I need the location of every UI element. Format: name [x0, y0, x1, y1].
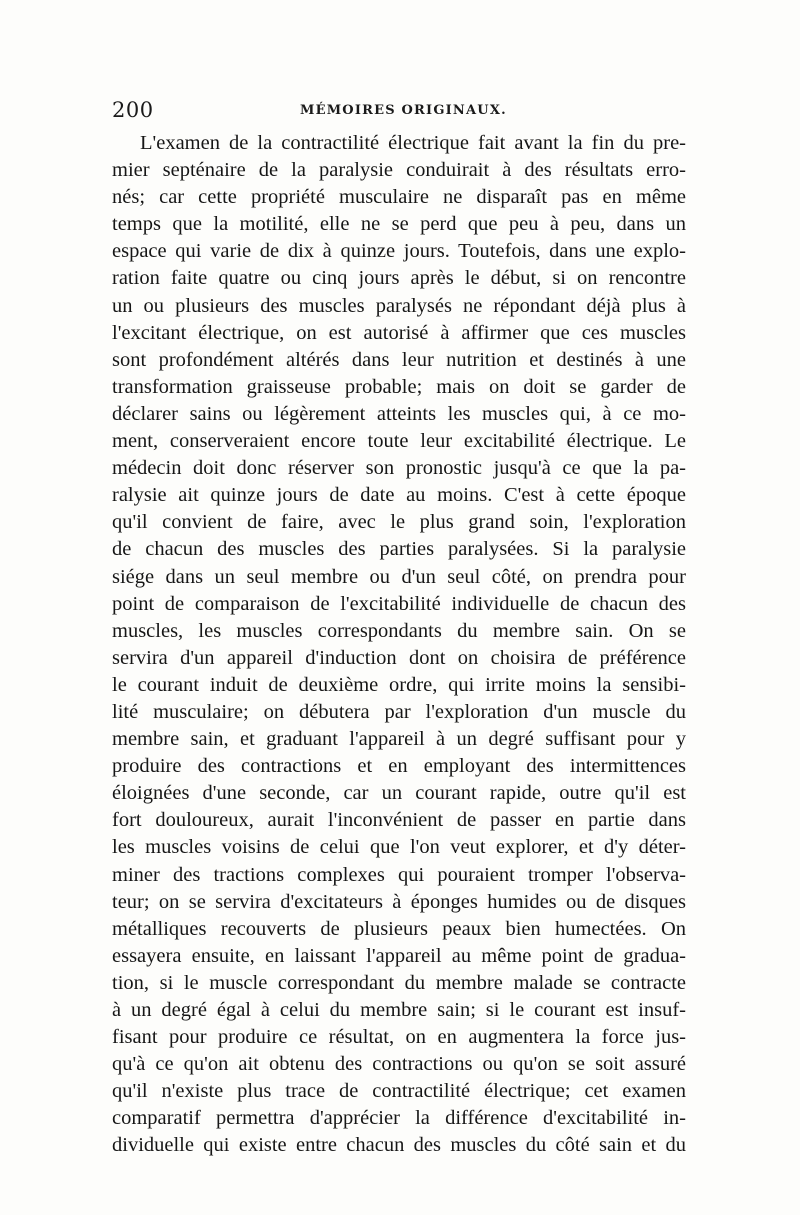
text-line: siége dans un seul membre ou d'un seul côté, on prendra pour — [112, 565, 686, 588]
text-line: médecin doit donc réserver son pronostic jusqu'à ce que la pa- — [112, 457, 686, 480]
text-line: métalliques recouverts de plusieurs peaux bien humectées. On — [112, 917, 686, 940]
text-line: un ou plusieurs des muscles paralysés ne répondant déjà plus à — [112, 294, 686, 317]
text-line: point de comparaison de l'excitabilité individuelle de chacun des — [112, 592, 686, 615]
text-line: tion, si le muscle correspondant du membre malade se contracte — [112, 971, 686, 994]
body-text — [112, 130, 686, 1160]
text-line: miner des tractions complexes qui pouraient tromper l'observa- — [112, 863, 686, 886]
text-line: le courant induit de deuxième ordre, qui irrite moins la sensibi- — [112, 673, 686, 696]
text-line: de chacun des muscles des parties paralysées. Si la paralysie — [112, 538, 686, 561]
text-line: lité musculaire; on débutera par l'exploration d'un muscle du — [112, 700, 686, 723]
text-line: les muscles voisins de celui que l'on veut explorer, et d'y déter- — [112, 836, 686, 859]
text-line: fort douloureux, aurait l'inconvénient de passer en partie dans — [112, 809, 686, 832]
text-line: ration faite quatre ou cinq jours après le début, si on rencontre — [112, 267, 686, 290]
text-line: qu'il n'existe plus trace de contractilité électrique; cet examen — [112, 1080, 686, 1103]
text-line: transformation graisseuse probable; mais on doit se garder de — [112, 375, 686, 398]
text-line: muscles, les muscles correspondants du membre sain. On se — [112, 619, 686, 642]
text-line: teur; on se servira d'excitateurs à éponges humides ou de disques — [112, 890, 686, 913]
text-line: ralysie ait quinze jours de date au moins. C'est à cette époque — [112, 484, 686, 507]
text-line: produire des contractions et en employant des intermittences — [112, 755, 686, 778]
text-line: membre sain, et graduant l'appareil à un degré suffisant pour y — [112, 728, 686, 751]
page-header — [112, 98, 686, 128]
text-line: servira d'un appareil d'induction dont on choisira de préférence — [112, 646, 686, 669]
text-line: qu'il convient de faire, avec le plus grand soin, l'exploration — [112, 511, 686, 534]
text-line: L'examen de la contractilité électrique fait avant la fin du pre- — [140, 132, 686, 154]
text-line: dividuelle qui existe entre chacun des muscles du côté sain et du — [112, 1134, 686, 1157]
text-line: qu'à ce qu'on ait obtenu des contractions ou qu'on se soit assuré — [112, 1053, 686, 1076]
text-line: déclarer sains ou légèrement atteints les muscles qui, à ce mo- — [112, 402, 686, 425]
text-line: mier septénaire de la paralysie conduirait à des résultats erro- — [112, 159, 686, 182]
page-number: 200 — [112, 98, 154, 122]
running-title: MÉMOIRES ORIGINAUX. — [300, 103, 507, 118]
text-line: ment, conserveraient encore toute leur excitabilité électrique. Le — [112, 430, 686, 453]
text-line: nés; car cette propriété musculaire ne disparaît pas en même — [112, 186, 686, 209]
text-line: comparatif permettra d'apprécier la différence d'excitabilité in- — [112, 1107, 686, 1130]
text-line: l'excitant électrique, on est autorisé à affirmer que ces muscles — [112, 321, 686, 344]
text-line: essayera ensuite, en laissant l'appareil au même point de gradua- — [112, 944, 686, 967]
text-line: sont profondément altérés dans leur nutrition et destinés à une — [112, 348, 686, 371]
text-line: fisant pour produire ce résultat, on en augmentera la force jus- — [112, 1026, 686, 1049]
text-line: éloignées d'une seconde, car un courant rapide, outre qu'il est — [112, 782, 686, 805]
text-line: espace qui varie de dix à quinze jours. Toutefois, dans une explo- — [112, 240, 686, 263]
text-line: à un degré égal à celui du membre sain; si le courant est insuf- — [112, 999, 686, 1021]
text-line: temps que la motilité, elle ne se perd que peu à peu, dans un — [112, 213, 686, 236]
